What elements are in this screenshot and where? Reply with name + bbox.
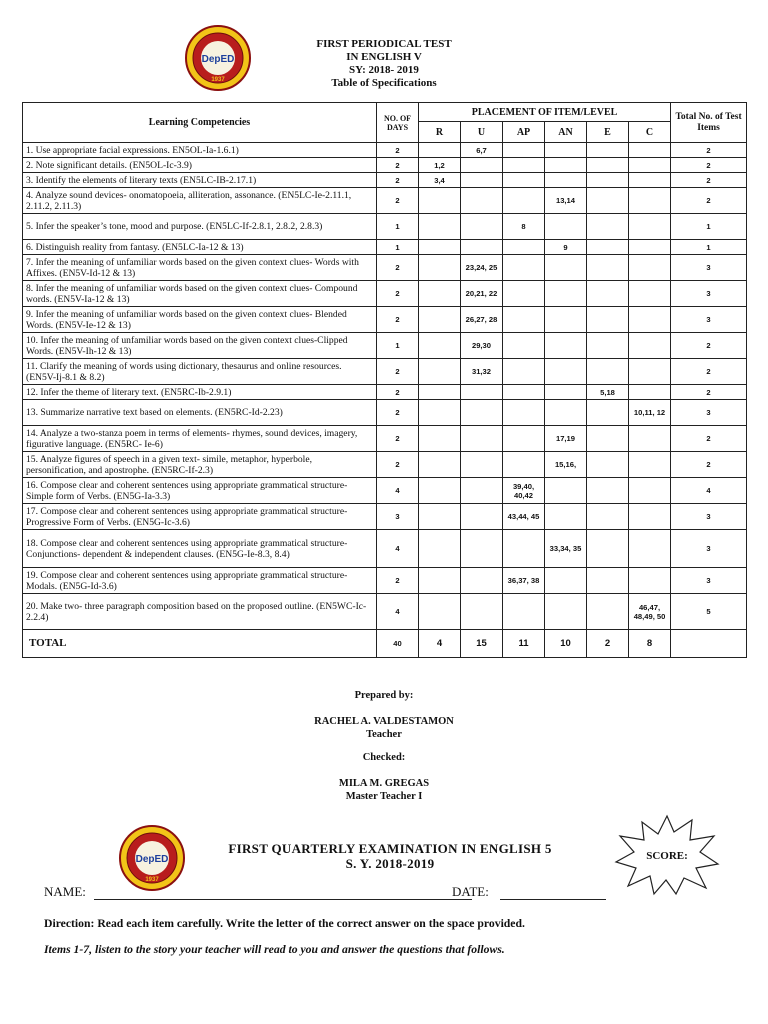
level-c-cell (629, 214, 671, 240)
level-ap-cell (503, 240, 545, 255)
level-c-cell (629, 173, 671, 188)
total-items-cell: 3 (671, 568, 747, 594)
level-r-cell (419, 530, 461, 568)
competency-cell: 15. Analyze figures of speech in a given text- simile, metaphor, hyperbole, personification, and apostrophe. (EN5RC-If-2.3) (23, 452, 377, 478)
header-level-an: AN (545, 122, 587, 143)
level-an-cell (545, 158, 587, 173)
total-e-cell: 2 (587, 630, 629, 658)
table-row (23, 173, 747, 188)
level-r-cell (419, 568, 461, 594)
level-c-cell (629, 385, 671, 400)
level-an-cell (545, 255, 587, 281)
days-cell: 4 (377, 530, 419, 568)
level-c-cell (629, 568, 671, 594)
level-u-cell: 23,24, 25 (461, 255, 503, 281)
level-e-cell (587, 594, 629, 630)
total-an-cell: 10 (545, 630, 587, 658)
competency-cell: 16. Compose clear and coherent sentences using appropriate grammatical structure- Simple form of Verbs. (EN5G-Ia-3.3) (23, 478, 377, 504)
level-ap-cell (503, 385, 545, 400)
header-placement: PLACEMENT OF ITEM/LEVEL (419, 103, 671, 122)
total-items-cell: 3 (671, 307, 747, 333)
table-row (23, 188, 747, 214)
level-e-cell (587, 333, 629, 359)
prepared-by-name: RACHEL A. VALDESTAMON (314, 716, 454, 727)
days-cell: 2 (377, 307, 419, 333)
level-r-cell (419, 214, 461, 240)
level-r-cell (419, 188, 461, 214)
total-items-cell: 2 (671, 143, 747, 158)
days-cell: 2 (377, 359, 419, 385)
total-items-cell: 1 (671, 240, 747, 255)
level-ap-cell (503, 173, 545, 188)
table-row (23, 452, 747, 478)
level-ap-cell: 8 (503, 214, 545, 240)
level-ap-cell (503, 281, 545, 307)
days-cell: 4 (377, 594, 419, 630)
table-row (23, 504, 747, 530)
level-u-cell (461, 173, 503, 188)
level-ap-cell (503, 530, 545, 568)
level-an-cell: 9 (545, 240, 587, 255)
level-an-cell (545, 504, 587, 530)
table-row (23, 400, 747, 426)
logo-text: DepED (135, 854, 169, 865)
total-items-cell: 2 (671, 452, 747, 478)
exam-school-year: S. Y. 2018-2019 (345, 856, 435, 871)
total-items-cell: 1 (671, 214, 747, 240)
total-items-cell: 2 (671, 158, 747, 173)
level-e-cell (587, 452, 629, 478)
level-u-cell (461, 568, 503, 594)
competency-cell: 13. Summarize narrative text based on elements. (EN5RC-Id-2.23) (23, 400, 377, 426)
level-c-cell (629, 143, 671, 158)
level-c-cell (629, 478, 671, 504)
total-u-cell: 15 (461, 630, 503, 658)
level-ap-cell (503, 426, 545, 452)
days-cell: 2 (377, 255, 419, 281)
level-e-cell (587, 504, 629, 530)
total-items-cell: 3 (671, 504, 747, 530)
level-an-cell (545, 333, 587, 359)
total-total-cell (671, 630, 747, 658)
level-r-cell (419, 504, 461, 530)
total-items-cell: 2 (671, 188, 747, 214)
header-line1: FIRST PERIODICAL TEST (316, 38, 452, 50)
level-ap-cell (503, 255, 545, 281)
level-e-cell (587, 143, 629, 158)
level-c-cell (629, 504, 671, 530)
prepared-by-label: Prepared by: (354, 690, 414, 701)
days-cell: 3 (377, 504, 419, 530)
level-r-cell (419, 240, 461, 255)
level-ap-cell: 36,37, 38 (503, 568, 545, 594)
level-r-cell (419, 385, 461, 400)
level-r-cell (419, 255, 461, 281)
level-an-cell (545, 568, 587, 594)
name-label: NAME: (44, 884, 86, 899)
level-r-cell (419, 333, 461, 359)
level-e-cell (587, 568, 629, 594)
level-e-cell (587, 158, 629, 173)
table-row (23, 568, 747, 594)
level-an-cell (545, 478, 587, 504)
level-e-cell (587, 173, 629, 188)
level-an-cell (545, 400, 587, 426)
header-total-items: Total No. of Test Items (671, 103, 747, 143)
level-u-cell (461, 385, 503, 400)
table-row (23, 333, 747, 359)
level-r-cell: 3,4 (419, 173, 461, 188)
level-an-cell (545, 359, 587, 385)
competency-cell: 14. Analyze a two-stanza poem in terms of elements- rhymes, sound devices, imagery, figurative language. (EN5RC- Ie-6) (23, 426, 377, 452)
table-row (23, 281, 747, 307)
competency-cell: 19. Compose clear and coherent sentences using appropriate grammatical structure- Modals. (EN5G-Id-3.6) (23, 568, 377, 594)
logo-year: 1937 (145, 877, 159, 883)
competency-cell: 18. Compose clear and coherent sentences using appropriate grammatical structure- Conjunctions- dependent & independent clauses. (EN5G-Ie-8.3, 8.4) (23, 530, 377, 568)
total-label: TOTAL (23, 630, 377, 658)
level-e-cell (587, 530, 629, 568)
header-level-e: E (587, 122, 629, 143)
level-an-cell (545, 307, 587, 333)
items-note: Items 1-7, listen to the story your teacher will read to you and answer the questions that follows. (44, 943, 505, 956)
level-u-cell (461, 478, 503, 504)
table-row (23, 594, 747, 630)
days-cell: 2 (377, 426, 419, 452)
score-label: SCORE: (646, 850, 688, 862)
level-u-cell (461, 240, 503, 255)
level-c-cell (629, 426, 671, 452)
level-r-cell: 1,2 (419, 158, 461, 173)
total-items-cell: 2 (671, 333, 747, 359)
level-c-cell: 46,47, 48,49, 50 (629, 594, 671, 630)
level-an-cell: 15,16, (545, 452, 587, 478)
table-row (23, 530, 747, 568)
competency-cell: 1. Use appropriate facial expressions. EN5OL-Ia-1.6.1) (23, 143, 377, 158)
header-line2: IN ENGLISH V (346, 51, 422, 63)
school-seal-logo-2 (118, 824, 186, 892)
level-c-cell (629, 307, 671, 333)
level-ap-cell (503, 594, 545, 630)
competency-cell: 2. Note significant details. (EN5OL-Ic-3.9) (23, 158, 377, 173)
level-u-cell: 20,21, 22 (461, 281, 503, 307)
total-row (23, 630, 747, 658)
competency-cell: 10. Infer the meaning of unfamiliar words based on the given context clues-Clipped Words. (EN5V-Ih-12 & 13) (23, 333, 377, 359)
exam-title-block (190, 841, 590, 871)
level-u-cell: 26,27, 28 (461, 307, 503, 333)
table-row (23, 359, 747, 385)
table-row (23, 214, 747, 240)
table-row (23, 307, 747, 333)
level-c-cell (629, 188, 671, 214)
checked-by-label: Checked: (362, 752, 406, 763)
level-an-cell (545, 143, 587, 158)
total-items-cell: 2 (671, 385, 747, 400)
level-e-cell (587, 478, 629, 504)
level-c-cell: 10,11, 12 (629, 400, 671, 426)
days-cell: 2 (377, 173, 419, 188)
logo-year: 1937 (211, 77, 225, 83)
name-field[interactable] (94, 899, 472, 900)
exam-title: FIRST QUARTERLY EXAMINATION IN ENGLISH 5 (228, 841, 552, 856)
level-e-cell (587, 281, 629, 307)
total-days-cell: 40 (377, 630, 419, 658)
total-items-cell: 3 (671, 530, 747, 568)
level-an-cell: 17,19 (545, 426, 587, 452)
header-level-u: U (461, 122, 503, 143)
level-an-cell (545, 214, 587, 240)
level-u-cell (461, 594, 503, 630)
level-ap-cell (503, 333, 545, 359)
total-c-cell: 8 (629, 630, 671, 658)
level-ap-cell: 43,44, 45 (503, 504, 545, 530)
level-r-cell (419, 359, 461, 385)
header-line3: SY: 2018- 2019 (349, 64, 419, 76)
level-c-cell (629, 240, 671, 255)
total-ap-cell: 11 (503, 630, 545, 658)
level-c-cell (629, 281, 671, 307)
signature-block (0, 689, 768, 803)
level-ap-cell (503, 359, 545, 385)
table-row (23, 478, 747, 504)
level-ap-cell: 39,40, 40,42 (503, 478, 545, 504)
level-an-cell (545, 173, 587, 188)
total-items-cell: 4 (671, 478, 747, 504)
date-label: DATE: (452, 884, 489, 899)
days-cell: 2 (377, 158, 419, 173)
days-cell: 4 (377, 478, 419, 504)
level-an-cell (545, 594, 587, 630)
level-u-cell (461, 452, 503, 478)
prepared-by-role: Teacher (366, 729, 402, 740)
logo-text: DepED (201, 54, 235, 65)
level-e-cell (587, 255, 629, 281)
total-items-cell: 5 (671, 594, 747, 630)
level-r-cell (419, 594, 461, 630)
level-ap-cell (503, 400, 545, 426)
days-cell: 2 (377, 281, 419, 307)
level-e-cell (587, 426, 629, 452)
level-c-cell (629, 255, 671, 281)
competency-cell: 8. Infer the meaning of unfamiliar words based on the given context clues- Compound words. (EN5V-Ia-12 & 13) (23, 281, 377, 307)
level-c-cell (629, 359, 671, 385)
table-row (23, 426, 747, 452)
directions: Direction: Read each item carefully. Write the letter of the correct answer on the space provided. (44, 917, 525, 930)
document-header (0, 38, 768, 90)
days-cell: 2 (377, 400, 419, 426)
level-e-cell (587, 188, 629, 214)
level-u-cell: 29,30 (461, 333, 503, 359)
days-cell: 2 (377, 188, 419, 214)
total-items-cell: 2 (671, 426, 747, 452)
level-r-cell (419, 307, 461, 333)
level-e-cell (587, 240, 629, 255)
days-cell: 2 (377, 452, 419, 478)
competency-cell: 5. Infer the speaker’s tone, mood and purpose. (EN5LC-If-2.8.1, 2.8.2, 2.8.3) (23, 214, 377, 240)
level-u-cell (461, 504, 503, 530)
level-e-cell (587, 307, 629, 333)
level-e-cell (587, 400, 629, 426)
level-c-cell (629, 530, 671, 568)
competency-cell: 4. Analyze sound devices- onomatopoeia, alliteration, assonance. (EN5LC-Ie-2.11.1, 2.11.2, 2.11.3) (23, 188, 377, 214)
name-date-row (44, 884, 764, 904)
header-level-ap: AP (503, 122, 545, 143)
level-u-cell: 6,7 (461, 143, 503, 158)
header-line4: Table of Specifications (331, 77, 437, 89)
level-ap-cell (503, 158, 545, 173)
days-cell: 2 (377, 568, 419, 594)
competency-cell: 6. Distinguish reality from fantasy. (EN5LC-Ia-12 & 13) (23, 240, 377, 255)
total-items-cell: 2 (671, 173, 747, 188)
level-r-cell (419, 426, 461, 452)
level-u-cell: 31,32 (461, 359, 503, 385)
competency-cell: 12. Infer the theme of literary text. (EN5RC-Ib-2.9.1) (23, 385, 377, 400)
table-row (23, 158, 747, 173)
days-cell: 1 (377, 240, 419, 255)
level-r-cell (419, 400, 461, 426)
level-u-cell (461, 214, 503, 240)
table-row (23, 143, 747, 158)
total-items-cell: 3 (671, 255, 747, 281)
level-r-cell (419, 478, 461, 504)
total-r-cell: 4 (419, 630, 461, 658)
header-level-c: C (629, 122, 671, 143)
level-r-cell (419, 281, 461, 307)
total-items-cell: 3 (671, 400, 747, 426)
competency-cell: 9. Infer the meaning of unfamiliar words based on the given context clues- Blended Words. (EN5V-Ie-12 & 13) (23, 307, 377, 333)
level-c-cell (629, 452, 671, 478)
level-e-cell (587, 214, 629, 240)
level-ap-cell (503, 143, 545, 158)
level-c-cell (629, 333, 671, 359)
days-cell: 2 (377, 143, 419, 158)
level-an-cell (545, 385, 587, 400)
competency-cell: 7. Infer the meaning of unfamiliar words based on the given context clues- Words with Affixes. (EN5V-Id-12 & 13) (23, 255, 377, 281)
level-u-cell (461, 530, 503, 568)
level-ap-cell (503, 188, 545, 214)
level-e-cell: 5,18 (587, 385, 629, 400)
date-field[interactable] (500, 899, 606, 900)
level-ap-cell (503, 452, 545, 478)
checked-by-role: Master Teacher I (345, 791, 423, 802)
days-cell: 2 (377, 385, 419, 400)
level-ap-cell (503, 307, 545, 333)
level-u-cell (461, 426, 503, 452)
total-items-cell: 3 (671, 281, 747, 307)
header-competencies: Learning Competencies (23, 103, 377, 143)
competency-cell: 20. Make two- three paragraph composition based on the proposed outline. (EN5WC-Ic-2.2.4) (23, 594, 377, 630)
level-u-cell (461, 400, 503, 426)
level-u-cell (461, 188, 503, 214)
table-row (23, 240, 747, 255)
level-e-cell (587, 359, 629, 385)
table-row (23, 385, 747, 400)
level-u-cell (461, 158, 503, 173)
level-an-cell (545, 281, 587, 307)
header-days: NO. OF DAYS (377, 103, 419, 143)
header-level-r: R (419, 122, 461, 143)
days-cell: 1 (377, 214, 419, 240)
table-of-specifications (22, 102, 747, 658)
level-r-cell (419, 452, 461, 478)
checked-by-name: MILA M. GREGAS (338, 778, 430, 789)
total-items-cell: 2 (671, 359, 747, 385)
level-r-cell (419, 143, 461, 158)
table-row (23, 255, 747, 281)
competency-cell: 11. Clarify the meaning of words using dictionary, thesaurus and online resources. (EN5V-Ij-8.1 & 8.2) (23, 359, 377, 385)
competency-cell: 3. Identify the elements of literary texts (EN5LC-IB-2.17.1) (23, 173, 377, 188)
competency-cell: 17. Compose clear and coherent sentences using appropriate grammatical structure- Progressive Form of Verbs. (EN5G-Ic-3.6) (23, 504, 377, 530)
days-cell: 1 (377, 333, 419, 359)
level-an-cell: 33,34, 35 (545, 530, 587, 568)
level-an-cell: 13,14 (545, 188, 587, 214)
level-c-cell (629, 158, 671, 173)
